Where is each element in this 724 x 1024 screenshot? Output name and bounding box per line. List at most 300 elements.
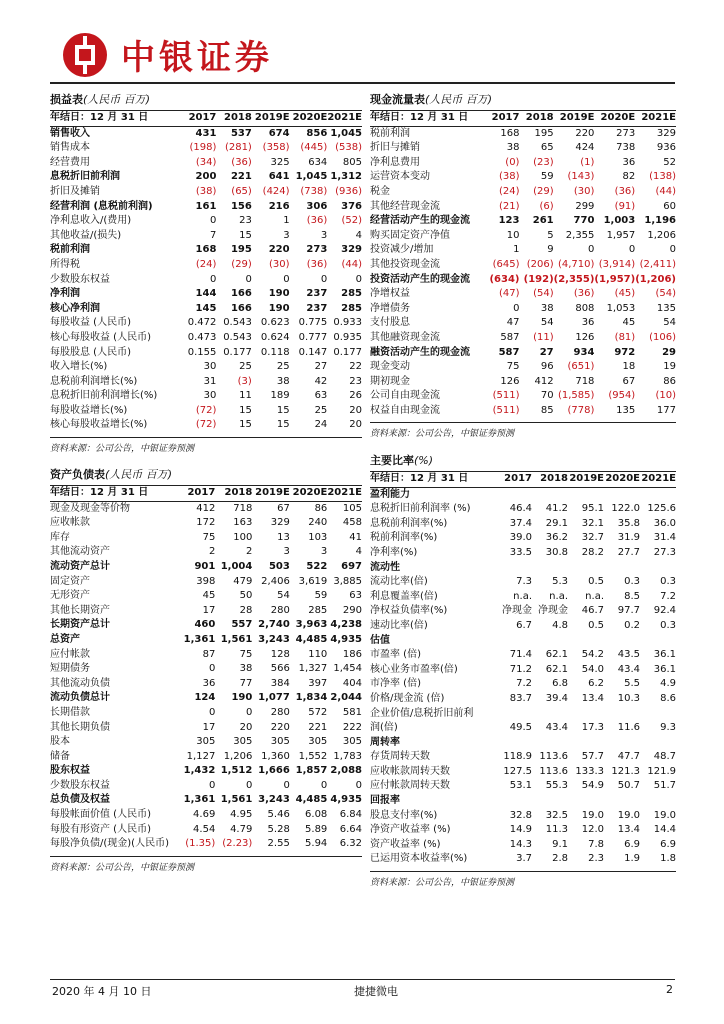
cell-value: 6.84 <box>339 809 362 821</box>
cell-value: 0 <box>355 779 362 791</box>
row-label: 短期债务 <box>50 663 90 675</box>
column-header: 2018 <box>532 472 568 488</box>
cell-value: (511) <box>492 404 520 416</box>
row-label: 期初现金 <box>370 375 410 387</box>
row-label: 融资活动产生的现金流 <box>370 346 470 358</box>
row-label: 净增债务 <box>370 302 410 314</box>
cell-value: 2.3 <box>588 853 604 865</box>
cell-value: 27.7 <box>617 546 640 558</box>
cell-value: 189 <box>270 390 290 402</box>
cell-value: (11) <box>533 331 554 343</box>
cell-value: 934 <box>573 346 595 358</box>
cell-value: 75 <box>202 531 216 543</box>
table-row <box>370 389 676 404</box>
cell-value: 3 <box>320 546 328 558</box>
cell-value: 0.5 <box>588 619 604 631</box>
column-header: 2021E <box>635 111 676 127</box>
cell-value: (36) <box>306 258 328 270</box>
cell-value: 31 <box>203 375 217 387</box>
cell-value: 1,454 <box>333 663 362 675</box>
cell-value: 404 <box>342 677 362 689</box>
column-header: 2018 <box>215 486 252 502</box>
row-label: 流动负债总计 <box>50 692 110 704</box>
cell-value: 221 <box>308 721 328 733</box>
cell-value: 20 <box>239 721 253 733</box>
cell-value: 128 <box>270 648 290 660</box>
cell-value: (72) <box>195 419 217 431</box>
cell-value: 27 <box>539 346 554 358</box>
row-label: 其他经营现金流 <box>370 200 440 212</box>
column-header: 2018 <box>519 111 553 127</box>
cell-value: 166 <box>230 302 252 314</box>
table-row <box>370 692 676 707</box>
cell-value: (54) <box>655 288 676 300</box>
cell-value: 22 <box>349 361 362 373</box>
cell-value: 6.08 <box>305 809 328 821</box>
cell-value: 1,561 <box>220 794 253 806</box>
column-header: 年结日：12 月 31 日 <box>370 472 494 488</box>
row-label: 盈利能力 <box>370 488 410 500</box>
cell-value: 306 <box>306 200 328 212</box>
row-label: 流动比率(倍) <box>370 576 428 588</box>
cell-value: 15 <box>276 404 290 416</box>
cell-value: (936) <box>335 185 362 197</box>
cell-value: 0.155 <box>187 346 217 358</box>
table-row <box>370 604 676 619</box>
cell-value <box>568 707 604 722</box>
cell-value: 4.95 <box>230 809 253 821</box>
cell-value: 38 <box>239 663 253 675</box>
row-label: 息税前利润率(%) <box>370 517 448 529</box>
cell-value: 856 <box>306 127 328 139</box>
cell-value: 36 <box>581 317 595 329</box>
cell-value: 0 <box>208 663 216 675</box>
table-row <box>370 375 676 390</box>
cell-value: 50.7 <box>617 780 640 792</box>
cell-value: 697 <box>341 560 362 572</box>
cell-value: 19 <box>663 361 676 373</box>
table-row <box>50 287 362 302</box>
table-row <box>50 545 362 560</box>
cell-value: (54) <box>533 288 554 300</box>
table-row <box>50 516 362 531</box>
cell-value: 126 <box>575 331 595 343</box>
cell-value: 1,312 <box>330 171 362 183</box>
cell-value: 0.472 <box>187 317 217 329</box>
table-row <box>370 736 676 751</box>
cell-value: 23 <box>349 375 362 387</box>
table-row <box>370 648 676 663</box>
row-label: 总负债及权益 <box>50 794 110 806</box>
cell-value: 113.6 <box>539 751 568 763</box>
cell-value: 216 <box>268 200 290 212</box>
cell-value: 0.3 <box>660 576 676 588</box>
column-header: 2021E <box>327 486 362 502</box>
brand-name: 中银证券 <box>121 38 273 78</box>
cell-value: 54 <box>540 317 554 329</box>
table-title: 主要比率(%) <box>370 454 434 467</box>
cell-value: 2 <box>245 546 253 558</box>
cell-value: (45) <box>614 288 636 300</box>
cell-value <box>494 794 532 809</box>
cell-value: (192) <box>523 273 554 285</box>
row-label: 销售收入 <box>50 127 90 139</box>
row-label: 应付帐款周转天数 <box>370 780 450 792</box>
cell-value: 6.9 <box>660 838 676 850</box>
cell-value: (29) <box>533 185 554 197</box>
cell-value: 71.2 <box>509 663 532 675</box>
cell-value: 7.8 <box>588 838 604 850</box>
row-label: 销售成本 <box>50 142 90 154</box>
table-row <box>50 316 362 331</box>
cell-value: 4.69 <box>193 809 216 821</box>
cell-value: 53.1 <box>509 780 532 792</box>
cell-value: 135 <box>656 302 676 314</box>
row-label: 无形资产 <box>50 590 90 602</box>
cell-value: 23 <box>239 215 252 227</box>
cell-value: 28.2 <box>581 546 604 558</box>
cell-value: 19.0 <box>581 809 604 821</box>
cell-value: 190 <box>268 302 290 314</box>
cell-value: 19.0 <box>653 809 676 821</box>
table-row <box>50 243 362 258</box>
cell-value: 36 <box>202 677 216 689</box>
cell-value: 11.6 <box>617 722 640 734</box>
row-label: 股东权益 <box>50 765 90 777</box>
cell-value: 4,485 <box>295 794 328 806</box>
cell-value: 125.6 <box>647 503 676 515</box>
cell-value: 2,406 <box>261 575 290 587</box>
cell-value: (34) <box>195 156 217 168</box>
cell-value: 103 <box>308 531 328 543</box>
table-row <box>370 185 676 200</box>
table-row <box>50 837 362 852</box>
cell-value: 4,935 <box>330 794 362 806</box>
row-label: 其他流动负债 <box>50 677 110 689</box>
cell-value: 57.7 <box>581 751 604 763</box>
cell-value: 60 <box>663 200 676 212</box>
cell-value: 305 <box>342 736 362 748</box>
cell-value: 6.32 <box>339 838 362 850</box>
cell-value: 2,088 <box>330 765 362 777</box>
cell-value: (91) <box>614 200 636 212</box>
cell-value: 0 <box>355 273 362 285</box>
cell-value: 净现金 <box>502 605 532 617</box>
cell-value: 24 <box>314 419 328 431</box>
cell-value: 0.933 <box>333 317 362 329</box>
cell-value: 163 <box>233 517 253 529</box>
cell-value: 156 <box>230 200 252 212</box>
row-label: 每股收益 (人民币) <box>50 317 131 329</box>
row-label: 收入增长(%) <box>50 361 108 373</box>
cell-value: 581 <box>342 706 362 718</box>
table-row <box>370 809 676 824</box>
cell-value: 5.94 <box>305 838 328 850</box>
row-label: 市盈率 (倍) <box>370 649 421 661</box>
table-row <box>370 229 676 244</box>
cell-value: 237 <box>306 302 328 314</box>
cell-value: 9.3 <box>660 722 676 734</box>
cell-value: (24) <box>498 185 520 197</box>
cell-value: 587 <box>498 346 520 358</box>
table-row <box>370 156 676 171</box>
cell-value: 3.7 <box>516 853 532 865</box>
cell-value: 3,963 <box>295 619 328 631</box>
cell-value: 95.1 <box>581 503 604 515</box>
cell-value: 0 <box>320 273 328 285</box>
row-label: 已运用资本收益率(%) <box>370 853 468 865</box>
footer-date: 2020 年 4 月 10 日 <box>52 985 152 998</box>
cell-value: 43.5 <box>617 649 640 661</box>
table-row <box>370 838 676 853</box>
table-row <box>50 589 362 604</box>
row-label: 固定资产 <box>50 575 90 587</box>
cell-value: 222 <box>342 721 362 733</box>
cell-value: 13.4 <box>617 824 640 836</box>
financial-table <box>370 471 676 867</box>
table-row <box>50 331 362 346</box>
cell-value: 54.2 <box>581 649 604 661</box>
cell-value <box>604 561 640 576</box>
column-header: 2019E <box>252 486 289 502</box>
column-header: 2017 <box>178 486 215 502</box>
cell-value: 17.3 <box>581 722 604 734</box>
cell-value: (29) <box>231 258 252 270</box>
cell-value: 273 <box>616 127 636 139</box>
cell-value: (358) <box>262 142 290 154</box>
cell-value: 1,077 <box>258 692 290 704</box>
cell-value: 110 <box>308 648 328 660</box>
cell-value: 59 <box>540 171 554 183</box>
cell-value: 4.54 <box>193 823 216 835</box>
cell-value: 100 <box>233 531 253 543</box>
cell-value: 168 <box>500 127 520 139</box>
row-label: 息税折旧前利润 <box>50 171 120 183</box>
cell-value: 398 <box>196 575 216 587</box>
cell-value: 144 <box>195 288 217 300</box>
cell-value: 30 <box>203 390 217 402</box>
cell-value: (44) <box>655 185 676 197</box>
column-header: 2020E <box>290 486 327 502</box>
cell-value: 261 <box>532 215 554 227</box>
cell-value: 145 <box>195 302 217 314</box>
cell-value: 43.4 <box>617 663 640 675</box>
row-label: 息税前利润增长(%) <box>50 375 138 387</box>
cell-value: 1,666 <box>258 765 290 777</box>
cell-value <box>532 561 568 576</box>
cell-value: 36 <box>622 156 636 168</box>
row-label: 周转率 <box>370 736 400 748</box>
cell-value <box>568 487 604 502</box>
cell-value: (778) <box>567 404 595 416</box>
cell-value <box>568 634 604 649</box>
cell-value <box>640 487 676 502</box>
cell-value <box>494 634 532 649</box>
cell-value: n.a. <box>513 590 532 602</box>
table-row <box>50 302 362 317</box>
cell-value: 522 <box>306 560 328 572</box>
cell-value: (65) <box>231 185 252 197</box>
cell-value: 26 <box>349 390 362 402</box>
cell-value <box>568 736 604 751</box>
cell-value: (538) <box>335 142 362 154</box>
cell-value: 25 <box>239 361 252 373</box>
cell-value: 1 <box>283 215 290 227</box>
table-row <box>50 618 362 633</box>
cell-value: 39.0 <box>509 532 532 544</box>
row-label: 经营活动产生的现金流 <box>370 215 470 227</box>
cell-value: 7.2 <box>660 590 676 602</box>
table-row <box>370 794 676 809</box>
row-label: 净利率(%) <box>370 546 418 558</box>
cell-value: (651) <box>567 361 595 373</box>
row-label: 其他融资现金流 <box>370 331 440 343</box>
cell-value <box>604 707 640 722</box>
cell-value: (106) <box>649 331 676 343</box>
table-row <box>370 750 676 765</box>
cell-value: 3,243 <box>258 794 290 806</box>
table-title: 现金流量表(人民币 百万) <box>370 93 493 106</box>
cell-value: 0 <box>208 779 216 791</box>
cell-value: 48.7 <box>653 751 676 763</box>
key-ratios-panel <box>370 451 676 888</box>
cell-value: 6.64 <box>339 823 362 835</box>
column-header: 年结日：12 月 31 日 <box>50 486 178 502</box>
row-label: 净增权益 <box>370 288 410 300</box>
cell-value: 19.0 <box>617 809 640 821</box>
table-row <box>370 487 676 502</box>
cell-value: 121.3 <box>611 765 640 777</box>
table-row <box>370 546 676 561</box>
financial-table <box>370 110 676 418</box>
cell-value: 329 <box>270 517 290 529</box>
row-label: 估值 <box>370 634 390 646</box>
table-row <box>50 662 362 677</box>
table-row <box>50 501 362 516</box>
table-row <box>370 170 676 185</box>
cell-value: 280 <box>270 706 290 718</box>
cell-value: 770 <box>573 215 595 227</box>
cell-value: 5.5 <box>624 678 640 690</box>
cell-value: (634) <box>489 273 520 285</box>
table-title: 资产负债表(人民币 百万) <box>50 468 173 481</box>
table-row <box>370 331 676 346</box>
cell-value <box>532 736 568 751</box>
financial-table <box>50 485 362 852</box>
cell-value: (36) <box>231 156 252 168</box>
table-row <box>50 691 362 706</box>
cell-value: 1,432 <box>183 765 216 777</box>
cell-value: 36.1 <box>653 649 676 661</box>
cell-value: 1,361 <box>183 794 216 806</box>
column-header: 2019E <box>252 111 290 127</box>
cell-value: 30.8 <box>545 546 568 558</box>
cell-value: 5.89 <box>305 823 328 835</box>
table-row <box>50 375 362 390</box>
cell-value: 126 <box>500 375 520 387</box>
cell-value: 50 <box>239 590 253 602</box>
column-header: 2017 <box>484 111 520 127</box>
cell-value: 135 <box>616 404 636 416</box>
table-row <box>50 706 362 721</box>
cell-value: 122.0 <box>611 503 640 515</box>
cell-value: 32.8 <box>509 809 532 821</box>
table-row <box>50 560 362 575</box>
cell-value: 5.28 <box>267 823 290 835</box>
cell-value: 118.9 <box>503 751 532 763</box>
cell-value: 280 <box>270 604 290 616</box>
cell-value <box>494 561 532 576</box>
cell-value: 45 <box>622 317 636 329</box>
row-label: 净利润 <box>50 288 80 300</box>
cell-value: 221 <box>230 171 252 183</box>
cell-value: 1,561 <box>220 633 253 645</box>
cell-value: 161 <box>195 200 217 212</box>
cell-value: 13.4 <box>581 692 604 704</box>
table-row <box>50 677 362 692</box>
cell-value: 82 <box>622 171 636 183</box>
cell-value: 46.4 <box>509 503 532 515</box>
cell-value: 805 <box>342 156 362 168</box>
table-row <box>370 852 676 867</box>
cell-value: 75 <box>239 648 253 660</box>
cell-value: 2,044 <box>330 692 362 704</box>
cell-value: 0 <box>513 302 520 314</box>
row-label: 企业价值/息税折旧前利 <box>370 707 474 719</box>
cell-value <box>640 736 676 751</box>
cell-value: 59 <box>314 590 328 602</box>
cell-value: 96 <box>540 361 554 373</box>
footer-divider <box>50 979 675 980</box>
cell-value <box>568 561 604 576</box>
cell-value: (954) <box>608 390 636 402</box>
cell-value: 10 <box>506 229 520 241</box>
cell-value: 62.1 <box>545 663 568 675</box>
cell-value <box>640 707 676 722</box>
column-header: 2021E <box>640 472 676 488</box>
table-row <box>50 346 362 361</box>
cell-value: 0.2 <box>624 619 640 631</box>
table-title: 损益表(人民币 百万) <box>50 93 151 106</box>
cell-value: (1.35) <box>185 838 216 850</box>
row-label: 净权益负债率(%) <box>370 605 448 617</box>
cell-value: 0 <box>320 779 328 791</box>
cell-value: 0.3 <box>624 576 640 588</box>
cell-value: 2.55 <box>267 838 290 850</box>
cell-value: 1,196 <box>644 215 676 227</box>
cell-value: 11.3 <box>545 824 568 836</box>
cell-value: 240 <box>308 517 328 529</box>
cell-value: 220 <box>575 127 595 139</box>
cell-value: 674 <box>268 127 290 139</box>
cell-value: 51.7 <box>653 780 676 792</box>
cell-value: (2,355) <box>553 273 595 285</box>
row-label: 净利息收入/(费用) <box>50 215 132 227</box>
cell-value: (72) <box>195 404 217 416</box>
row-label: 税前利润率(%) <box>370 532 438 544</box>
cell-value: 2.8 <box>552 853 568 865</box>
row-label: 息税折旧前利润增长(%) <box>50 390 158 402</box>
table-row <box>50 750 362 765</box>
cell-value: (738) <box>300 185 328 197</box>
row-label: 其他投资现金流 <box>370 258 440 270</box>
cell-value: 972 <box>614 346 636 358</box>
cell-value: (38) <box>195 185 217 197</box>
row-label: 应收帐款周转天数 <box>370 765 450 777</box>
table-row <box>50 764 362 779</box>
cell-value: 6.7 <box>516 619 532 631</box>
cell-value: 4,935 <box>330 633 362 645</box>
